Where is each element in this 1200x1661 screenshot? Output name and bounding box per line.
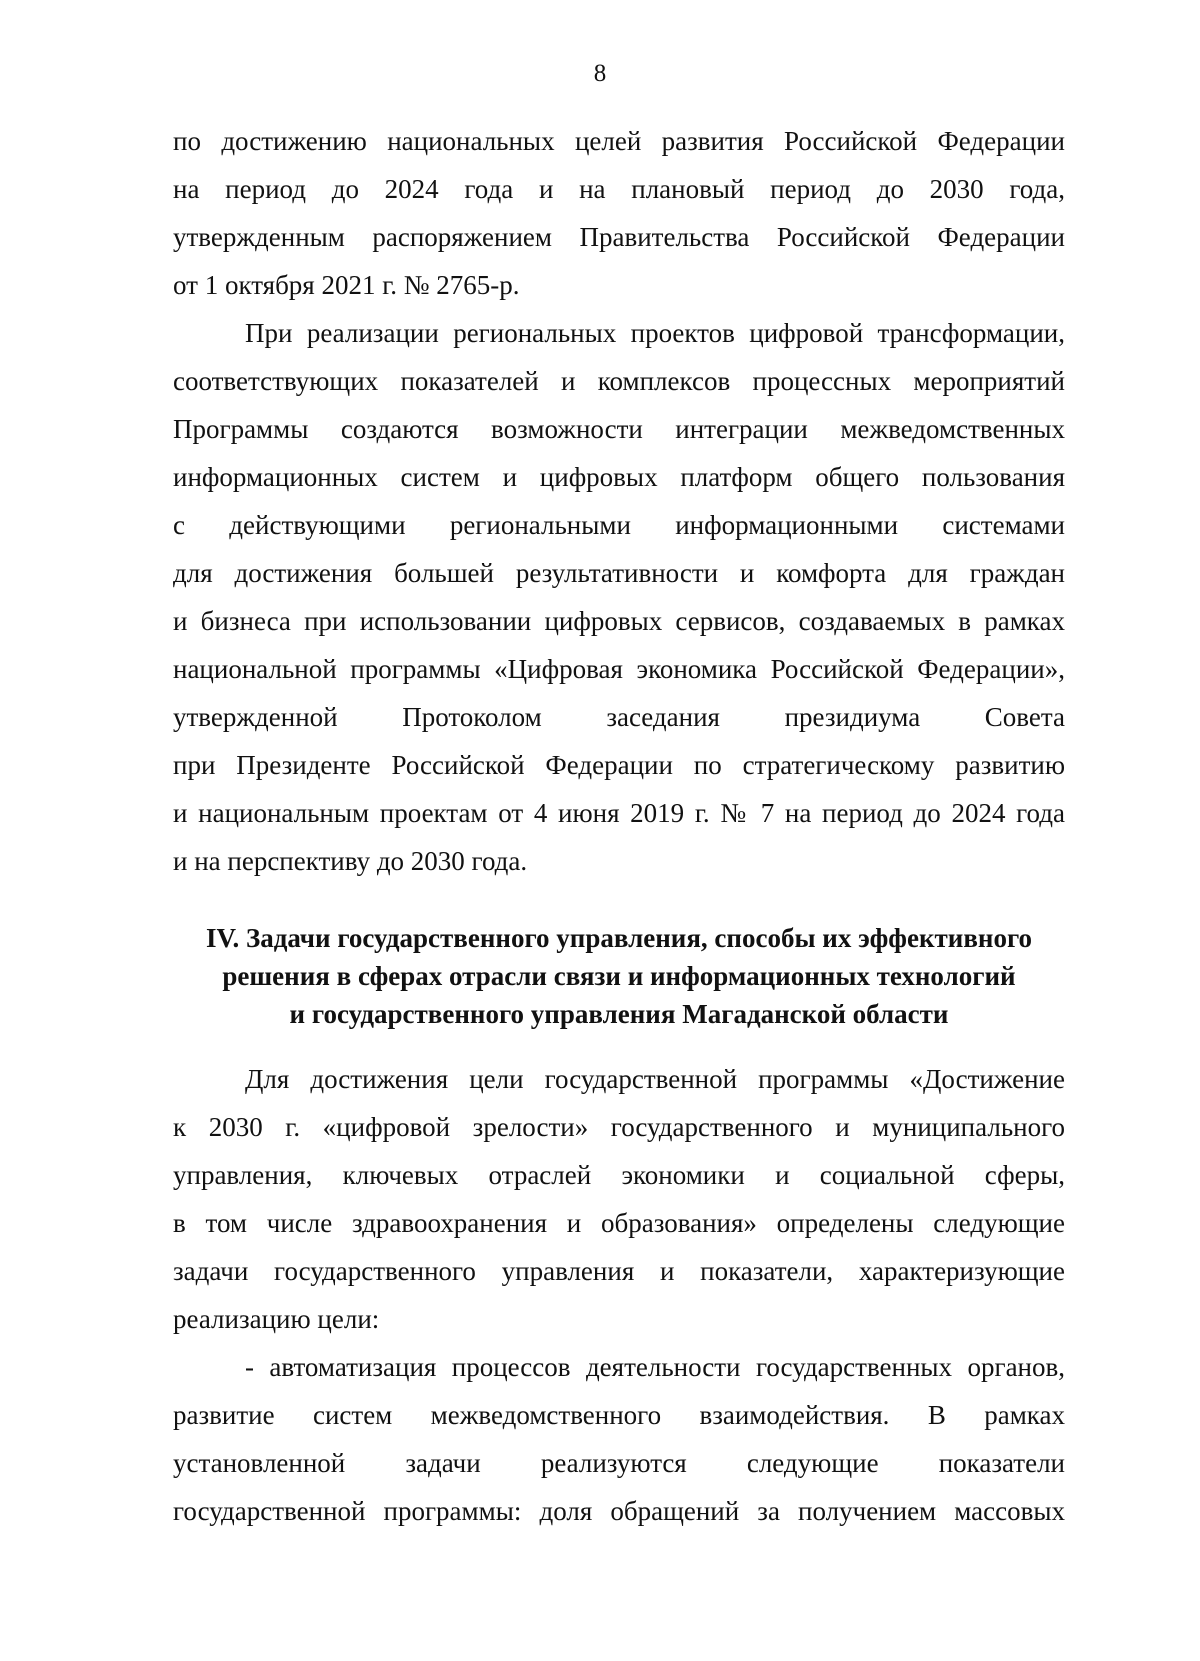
- text-line: установленной задачи реализуются следующие показатели: [173, 1448, 1065, 1478]
- text-line: с действующими региональными информационными системами: [173, 510, 1065, 540]
- section-heading: [173, 919, 1065, 1033]
- text-line: для достижения большей результативности и комфорта для граждан: [173, 558, 1065, 588]
- paragraph-digital-transformation: [173, 309, 1065, 885]
- heading-line: решения в сферах отрасли связи и информационных технологий: [222, 961, 1016, 991]
- text-line: на период до 2024 года и на плановый период до 2030 года,: [173, 174, 1065, 204]
- paragraph-automation-task: [173, 1343, 1065, 1535]
- paragraph-goals: [173, 1055, 1065, 1343]
- text-line: утвержденной Протоколом заседания президиума Совета: [173, 702, 1065, 732]
- text-line: задачи государственного управления и показатели, характеризующие: [173, 1256, 1065, 1286]
- text-line: Для достижения цели государственной программы «Достижение: [245, 1064, 1065, 1094]
- paragraph-continuation: [173, 117, 1065, 309]
- text-line: и бизнеса при использовании цифровых сервисов, создаваемых в рамках: [173, 606, 1065, 636]
- heading-line: IV. Задачи государственного управления, способы их эффективного: [205, 923, 1033, 953]
- text-line: утвержденным распоряжением Правительства Российской Федерации: [173, 222, 1065, 252]
- text-line: и на перспективу до 2030 года.: [173, 846, 528, 876]
- text-line: управления, ключевых отраслей экономики и социальной сферы,: [173, 1160, 1065, 1190]
- text-line: в том числе здравоохранения и образования» определены следующие: [173, 1208, 1065, 1238]
- text-line: Программы создаются возможности интеграции межведомственных: [173, 414, 1065, 444]
- text-line: государственной программы: доля обращений за получением массовых: [173, 1496, 1065, 1526]
- heading-line: и государственного управления Магаданской области: [289, 999, 949, 1029]
- text-line: и национальным проектам от 4 июня 2019 г. № 7 на период до 2024 года: [173, 798, 1065, 828]
- text-line: при Президенте Российской Федерации по стратегическому развитию: [173, 750, 1065, 780]
- text-line: по достижению национальных целей развития Российской Федерации: [173, 126, 1065, 156]
- text-line: развитие систем межведомственного взаимодействия. В рамках: [173, 1400, 1065, 1430]
- page-number: 8: [593, 60, 607, 87]
- text-line: соответствующих показателей и комплексов процессных мероприятий: [173, 366, 1065, 396]
- text-line: реализацию цели:: [173, 1304, 380, 1334]
- text-line: к 2030 г. «цифровой зрелости» государственного и муниципального: [173, 1112, 1065, 1142]
- spacer: [173, 885, 1065, 919]
- text-line: - автоматизация процессов деятельности государственных органов,: [245, 1352, 1065, 1382]
- text-line: от 1 октября 2021 г. № 2765-р.: [173, 270, 520, 300]
- text-line: При реализации региональных проектов цифровой трансформации,: [245, 318, 1065, 348]
- text-line: информационных систем и цифровых платформ общего пользования: [173, 462, 1065, 492]
- document-body: [173, 117, 1065, 1535]
- text-line: национальной программы «Цифровая экономика Российской Федерации»,: [173, 654, 1065, 684]
